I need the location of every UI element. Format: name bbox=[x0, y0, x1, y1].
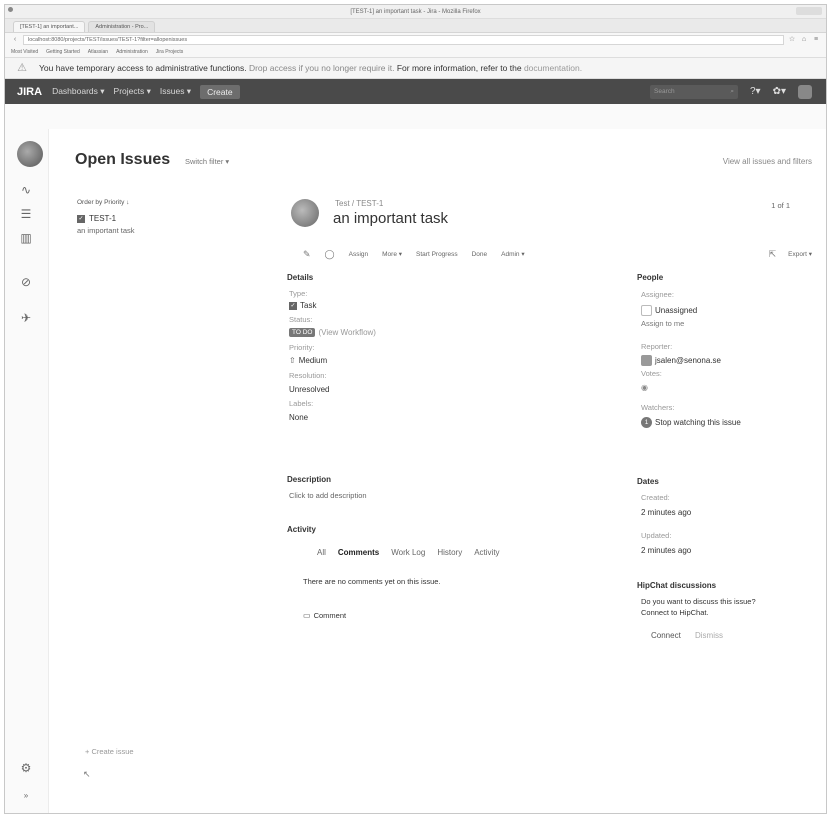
updated-label: Updated: bbox=[641, 531, 672, 540]
breadcrumb[interactable]: Test / TEST-1 bbox=[335, 199, 384, 208]
priority-medium-icon: ⇧ bbox=[289, 356, 296, 365]
tab-all[interactable]: All bbox=[317, 548, 326, 557]
issue-key: TEST-1 bbox=[89, 214, 117, 223]
tab-activity[interactable]: Activity bbox=[474, 548, 500, 557]
admin-warning-bar bbox=[5, 58, 826, 79]
issue-list bbox=[77, 199, 277, 235]
bookmarks-bar bbox=[5, 47, 826, 58]
browser-menu-icon[interactable]: ≡ bbox=[813, 36, 819, 43]
bookmark-star-icon[interactable]: ☆ bbox=[788, 36, 796, 43]
comment-icon: ▭ bbox=[303, 611, 311, 620]
status-lozenge: TO DO bbox=[289, 328, 315, 337]
created-label: Created: bbox=[641, 493, 670, 502]
user-avatar[interactable] bbox=[798, 85, 812, 99]
order-by-dropdown[interactable]: Order by Priority ↓ bbox=[77, 199, 130, 206]
no-comments-text: There are no comments yet on this issue. bbox=[303, 577, 441, 586]
nav-dashboards[interactable]: Dashboards ▾ bbox=[52, 86, 105, 96]
type-value: ✓ Task bbox=[290, 301, 317, 310]
details-heading: Details bbox=[287, 273, 314, 282]
issues-icon[interactable]: ☰ bbox=[20, 207, 32, 221]
hipchat-dismiss-button[interactable]: Dismiss bbox=[695, 631, 723, 640]
home-icon[interactable]: ⌂ bbox=[801, 36, 807, 43]
search-icon: ⌕ bbox=[730, 87, 734, 95]
jira-header bbox=[5, 79, 826, 104]
activity-heading: Activity bbox=[287, 525, 316, 534]
status-value bbox=[289, 328, 376, 337]
status-label: Status: bbox=[289, 315, 313, 324]
documentation-link[interactable]: documentation. bbox=[523, 63, 583, 73]
browser-tabbar bbox=[5, 19, 826, 33]
window-menu-icon[interactable] bbox=[8, 7, 13, 12]
task-type-icon: ✓ bbox=[290, 302, 296, 309]
votes-label: Votes: bbox=[641, 369, 662, 378]
description-heading: Description bbox=[287, 475, 332, 484]
issue-title[interactable]: an important task bbox=[333, 210, 449, 227]
hipchat-heading: HipChat discussions bbox=[637, 581, 717, 590]
share-icon[interactable]: ⇱ bbox=[768, 248, 777, 259]
project-avatar-large bbox=[291, 199, 319, 227]
view-workflow-link[interactable]: (View Workflow) bbox=[318, 328, 376, 337]
done-button[interactable]: Done bbox=[471, 250, 488, 258]
url-input[interactable]: localhost:8080/projects/TEST/issues/TEST-1?filter=allopenissues bbox=[23, 35, 784, 45]
bookmark-item[interactable]: Getting Started bbox=[46, 49, 80, 55]
project-avatar[interactable] bbox=[17, 141, 43, 167]
link-icon[interactable]: ⊘ bbox=[20, 275, 32, 289]
project-sidebar bbox=[5, 129, 49, 813]
resolution-label: Resolution: bbox=[289, 371, 327, 380]
watch-toggle[interactable]: 1 Stop watching this issue bbox=[641, 417, 741, 428]
export-button[interactable]: Export ▾ bbox=[788, 251, 812, 258]
issue-summary: an important task bbox=[77, 226, 135, 235]
admin-button[interactable]: Admin ▾ bbox=[501, 251, 525, 258]
labels-value[interactable]: None bbox=[289, 413, 309, 422]
components-icon[interactable]: ▥ bbox=[20, 231, 32, 245]
issue-toolbar bbox=[303, 247, 812, 261]
tab-work-log[interactable]: Work Log bbox=[391, 548, 426, 557]
browser-urlbar bbox=[5, 33, 826, 47]
tab-comments[interactable]: Comments bbox=[337, 548, 380, 557]
pointer-icon: ↖ bbox=[83, 769, 91, 779]
assignee-value[interactable]: Unassigned bbox=[641, 305, 697, 316]
drop-access-link[interactable]: Drop access if you no longer require it. bbox=[248, 63, 395, 73]
activity-icon[interactable]: ∿ bbox=[20, 183, 32, 197]
create-issue-link[interactable]: + Create issue bbox=[85, 747, 134, 756]
back-icon[interactable]: ‹ bbox=[13, 36, 17, 43]
assign-to-me-link[interactable]: Assign to me bbox=[641, 319, 685, 328]
hipchat-connect-text: Connect to HipChat. bbox=[641, 608, 709, 617]
bookmark-item[interactable]: Most Visited bbox=[11, 49, 39, 55]
window-title: [TEST-1] an important task - Jira - Mozilla Firefox bbox=[350, 8, 481, 15]
bookmark-item[interactable]: Atlassian bbox=[87, 49, 109, 55]
list-item[interactable] bbox=[77, 214, 277, 235]
shipit-icon[interactable]: ✈ bbox=[20, 311, 32, 325]
collapse-sidebar-icon[interactable]: » bbox=[23, 791, 29, 800]
reporter-value[interactable]: jsalen@senona.se bbox=[641, 355, 721, 366]
browser-window bbox=[4, 4, 827, 814]
created-value: 2 minutes ago bbox=[641, 508, 692, 517]
start-progress-button[interactable]: Start Progress bbox=[416, 250, 458, 258]
activity-tabs bbox=[317, 548, 500, 557]
comment-icon[interactable]: ◯ bbox=[324, 248, 335, 259]
nav-issues[interactable]: Issues ▾ bbox=[159, 86, 192, 96]
assignee-label: Assignee: bbox=[641, 290, 674, 299]
dates-heading: Dates bbox=[637, 477, 659, 486]
warning-text: You have temporary access to administrative functions. bbox=[39, 63, 247, 73]
app-body bbox=[5, 129, 826, 813]
assign-button[interactable]: Assign bbox=[348, 250, 369, 258]
help-icon[interactable]: ?▾ bbox=[750, 86, 761, 97]
more-button[interactable]: More ▾ bbox=[382, 251, 403, 258]
type-label: Type: bbox=[289, 289, 308, 298]
comment-button[interactable]: ▭ Comment bbox=[303, 611, 347, 620]
gear-icon[interactable]: ✿▾ bbox=[772, 86, 786, 97]
jira-logo[interactable]: JIRA bbox=[17, 85, 43, 98]
watchers-count-badge: 1 bbox=[641, 417, 652, 428]
warning-more-text: For more information, refer to the bbox=[396, 63, 522, 73]
updated-value: 2 minutes ago bbox=[641, 546, 692, 555]
bookmark-item[interactable]: Administration bbox=[116, 49, 148, 55]
bookmark-item[interactable]: Jira Projects bbox=[155, 49, 184, 55]
page-title: Open Issues bbox=[75, 151, 171, 168]
priority-label: Priority: bbox=[289, 343, 315, 352]
hipchat-connect-button[interactable]: Connect bbox=[651, 631, 681, 640]
search-input[interactable] bbox=[650, 85, 738, 99]
hipchat-question: Do you want to discuss this issue? bbox=[641, 597, 756, 606]
people-heading: People bbox=[637, 273, 664, 282]
view-all-issues-link[interactable]: View all issues and filters bbox=[722, 157, 812, 166]
reporter-label: Reporter: bbox=[641, 342, 673, 351]
labels-label: Labels: bbox=[289, 399, 314, 408]
window-controls[interactable] bbox=[796, 7, 822, 15]
task-type-icon: ✓ bbox=[78, 215, 84, 222]
issue-pager: 1 of 1 bbox=[771, 201, 790, 210]
vote-icon[interactable]: ◉ bbox=[641, 383, 648, 392]
search-placeholder: Search bbox=[654, 88, 675, 95]
description-field[interactable]: Click to add description bbox=[289, 491, 367, 500]
edit-icon[interactable]: ✎ bbox=[303, 248, 311, 259]
tab-history[interactable]: History bbox=[437, 548, 463, 557]
priority-value: ⇧ Medium bbox=[289, 356, 328, 365]
resolution-value: Unresolved bbox=[289, 385, 330, 394]
browser-tab[interactable]: Administration - Pro... bbox=[88, 21, 155, 32]
browser-tab-active[interactable]: [TEST-1] an important... bbox=[13, 21, 85, 32]
nav-projects[interactable]: Projects ▾ bbox=[113, 86, 151, 96]
window-titlebar bbox=[5, 5, 826, 19]
warning-icon: ⚠ bbox=[17, 62, 27, 74]
watchers-label: Watchers: bbox=[641, 403, 675, 412]
unassigned-avatar bbox=[641, 305, 652, 316]
switch-filter-dropdown[interactable]: Switch filter ▾ bbox=[185, 157, 230, 166]
create-button[interactable]: Create bbox=[200, 85, 240, 99]
settings-gear-icon[interactable]: ⚙ bbox=[20, 761, 32, 775]
reporter-avatar bbox=[641, 355, 652, 366]
